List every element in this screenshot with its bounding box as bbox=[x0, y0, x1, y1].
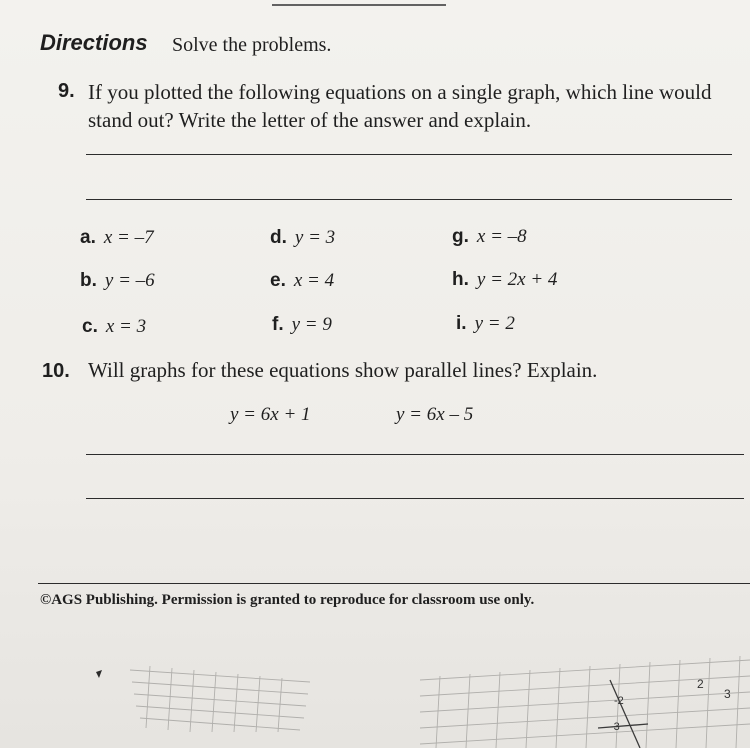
answer-line-10-1[interactable] bbox=[86, 454, 744, 455]
option-equation: y = 9 bbox=[291, 314, 332, 335]
option-equation: x = –7 bbox=[103, 227, 154, 248]
option-c bbox=[82, 316, 146, 338]
option-label: g. bbox=[452, 226, 469, 247]
graph-paper-bleed bbox=[0, 620, 750, 748]
answer-line-9-2[interactable] bbox=[86, 199, 732, 200]
option-equation: y = –6 bbox=[104, 270, 155, 291]
directions-text: Solve the problems. bbox=[172, 34, 332, 56]
equation-2: y = 6x – 5 bbox=[396, 404, 474, 425]
top-edge-marks bbox=[0, 0, 750, 12]
question-9-number: 9. bbox=[58, 80, 75, 102]
option-a bbox=[80, 227, 154, 249]
option-label: c. bbox=[82, 316, 98, 337]
option-equation: y = 3 bbox=[294, 227, 336, 248]
equation-1: y = 6x + 1 bbox=[230, 404, 311, 425]
option-equation: x = 3 bbox=[105, 316, 147, 337]
option-b bbox=[80, 270, 155, 292]
option-label: i. bbox=[456, 313, 467, 334]
footer-divider bbox=[38, 583, 750, 584]
option-h bbox=[452, 269, 557, 291]
option-f bbox=[272, 314, 332, 336]
option-equation: y = 2 bbox=[474, 313, 515, 334]
question-10-text: Will graphs for these equations show parallel lines? Explain. bbox=[88, 358, 598, 382]
option-equation: x = –8 bbox=[476, 226, 527, 247]
option-d bbox=[270, 227, 335, 249]
option-label: a. bbox=[80, 227, 96, 248]
copyright-footer: ©AGS Publishing. Permission is granted to reproduce for classroom use only. bbox=[40, 592, 535, 608]
option-label: d. bbox=[270, 227, 287, 248]
option-label: f. bbox=[272, 314, 284, 335]
option-label: e. bbox=[270, 270, 286, 291]
question-9-text: If you plotted the following equations on a single graph, which line would stand out? Write the letter of the answer and explain. bbox=[88, 80, 712, 132]
option-equation: y = 2x + 4 bbox=[476, 269, 558, 290]
option-e bbox=[270, 270, 334, 292]
answer-line-9-1[interactable] bbox=[86, 154, 732, 155]
directions-label: Directions bbox=[40, 30, 148, 55]
question-10-number: 10. bbox=[42, 360, 70, 382]
graph-label-neg3: -3 bbox=[610, 721, 620, 733]
graph-label-neg2: -2 bbox=[614, 695, 624, 707]
option-equation: x = 4 bbox=[293, 270, 335, 291]
option-i bbox=[456, 313, 515, 335]
option-label: h. bbox=[452, 269, 469, 290]
graph-label-2: 2 bbox=[697, 677, 704, 691]
graph-label-3: 3 bbox=[724, 687, 731, 701]
option-g bbox=[452, 226, 527, 248]
option-label: b. bbox=[80, 270, 97, 291]
answer-line-10-2[interactable] bbox=[86, 498, 744, 499]
